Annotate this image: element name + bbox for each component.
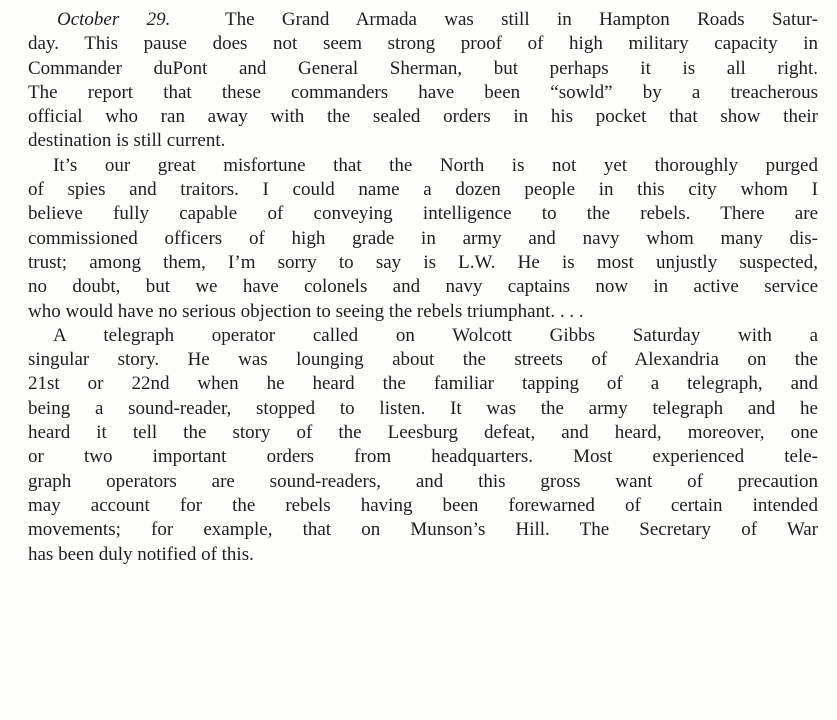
entry-date: October 29. [57,9,171,30]
text-line: singular story. He was lounging about the streets of Alexandria on the [28,349,818,371]
text-line: no doubt, but we have colonels and navy captains now in active service [28,276,818,298]
text-line [28,8,818,32]
text-line: being a sound-reader, stopped to listen. It was the army telegraph and he [28,397,818,419]
text-line: Commander duPont and General Sherman, but perhaps it is all right. [28,57,818,79]
text-line: believe fully capable of conveying intelligence to the rebels. There are [28,203,818,225]
text-line: heard it tell the story of the Leesburg defeat, and heard, moreover, one [28,422,818,444]
text-line: 21st or 22nd when he heard the familiar tapping of a telegraph, and [28,373,818,395]
line-text: The Grand Armada was still in Hampton Roads Satur- [225,9,819,30]
text-line: The report that these commanders have been “sowld” by a treacherous [28,81,818,103]
text-line: commissioned officers of high grade in army and navy whom many dis- [28,227,818,249]
text-line: who would have no serious objection to seeing the rebels triumphant. . . . [28,300,584,322]
text-line: movements; for example, that on Munson’s Hill. The Secretary of War [28,519,818,541]
text-line: A telegraph operator called on Wolcott Gibbs Saturday with a [53,324,818,346]
text-line: destination is still current. [28,130,226,152]
text-line: day. This pause does not seem strong proof of high military capacity in [28,33,818,55]
text-line: or two important orders from headquarters. Most experienced tele- [28,446,818,468]
text-line: official who ran away with the sealed orders in his pocket that show their [28,106,818,128]
text-line: has been duly notified of this. [28,543,254,565]
text-line: of spies and traitors. I could name a dozen people in this city whom I [28,179,818,201]
text-line: trust; among them, I’m sorry to say is L.W. He is most unjustly suspected, [28,251,818,273]
text-line: may account for the rebels having been forewarned of certain intended [28,494,818,516]
text-line: It’s our great misfortune that the North is not yet thoroughly purged [53,154,818,176]
text-line: graph operators are sound-readers, and this gross want of precaution [28,470,818,492]
